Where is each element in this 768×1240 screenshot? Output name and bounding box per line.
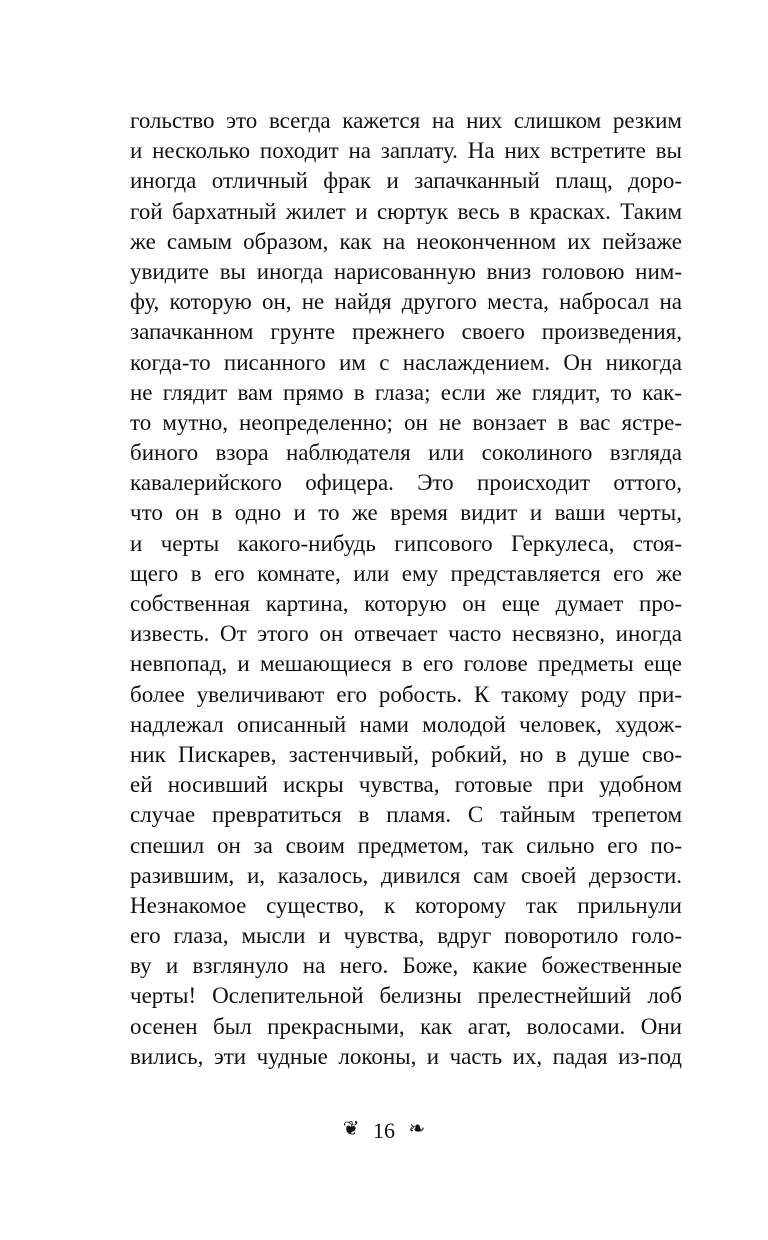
text-line: черты! Ослепительной белизны прелестнейший лоб bbox=[130, 983, 682, 1009]
text-line: увидите вы иногда нарисованную вниз головою ним- bbox=[130, 258, 682, 284]
ornament-right-icon: ❧ bbox=[408, 1117, 426, 1140]
text-line: фу, которую он, не найдя другого места, набросал на bbox=[130, 289, 682, 315]
text-line: запачканном грунте прежнего своего произведения, bbox=[130, 319, 682, 345]
text-line: иногда отличный фрак и запачканный плащ, доро- bbox=[130, 168, 682, 194]
text-line: гой бархатный жилет и сюртук весь в красках. Таким bbox=[130, 198, 682, 224]
text-line: его глаза, мысли и чувства, вдруг поворотило голо- bbox=[130, 923, 682, 949]
text-line: известь. От этого он отвечает часто несвязно, иногда bbox=[130, 621, 682, 647]
text-line: собственная картина, которую он еще думает про- bbox=[130, 591, 682, 616]
text-line: что он в одно и то же время видит и ваши черты, bbox=[130, 500, 682, 526]
text-line: ву и взглянуло на него. Боже, какие божественные bbox=[130, 953, 682, 979]
text-line: Незнакомое существо, к которому так прильнули bbox=[130, 892, 682, 918]
text-line: более увеличивают его робость. К такому роду при- bbox=[130, 681, 682, 707]
text-line: разившим, и, казалось, дивился сам своей дерзости. bbox=[130, 862, 682, 888]
body-text bbox=[130, 106, 682, 1072]
text-line: случае превратиться в пламя. С тайным трепетом bbox=[130, 802, 682, 828]
text-line: осенен был прекрасными, как агат, волосами. Они bbox=[130, 1013, 682, 1039]
text-line: гольство это всегда кажется на них слишком резким bbox=[130, 108, 682, 133]
text-line: вились, эти чудные локоны, и часть их, падая из-под bbox=[130, 1043, 682, 1069]
page-footer bbox=[0, 1115, 768, 1145]
text-line: надлежал описанный нами молодой человек, худож- bbox=[130, 711, 682, 737]
text-line: и черты какого-нибудь гипсового Геркулеса, стоя- bbox=[130, 530, 682, 556]
text-line: и несколько походит на заплату. На них встретите вы bbox=[130, 138, 682, 164]
text-line: невпопад, и мешающиеся в его голове предметы еще bbox=[130, 651, 682, 677]
text-line: ей носивший искры чувства, готовые при удобном bbox=[130, 772, 682, 798]
text-line: спешил он за своим предметом, так сильно его по- bbox=[130, 832, 682, 858]
text-line: ник Пискарев, застенчивый, робкий, но в душе сво- bbox=[130, 741, 682, 767]
text-line: биного взора наблюдателя или соколиного взгляда bbox=[130, 440, 682, 466]
text-line: кавалерийского офицера. Это происходит оттого, bbox=[130, 470, 682, 496]
text-line: когда-то писанного им с наслаждением. Он никогда bbox=[130, 349, 682, 375]
text-line: не глядит вам прямо в глаза; если же глядит, то как- bbox=[130, 379, 682, 405]
ornament-left-icon: ❦ bbox=[342, 1117, 360, 1140]
text-line: щего в его комнате, или ему представляется его же bbox=[130, 560, 682, 586]
page-number: 16 bbox=[373, 1117, 395, 1143]
text-line: же самым образом, как на неоконченном их пейзаже bbox=[130, 228, 682, 254]
text-line: то мутно, неопределенно; он не вонзает в вас ястре- bbox=[130, 409, 682, 435]
